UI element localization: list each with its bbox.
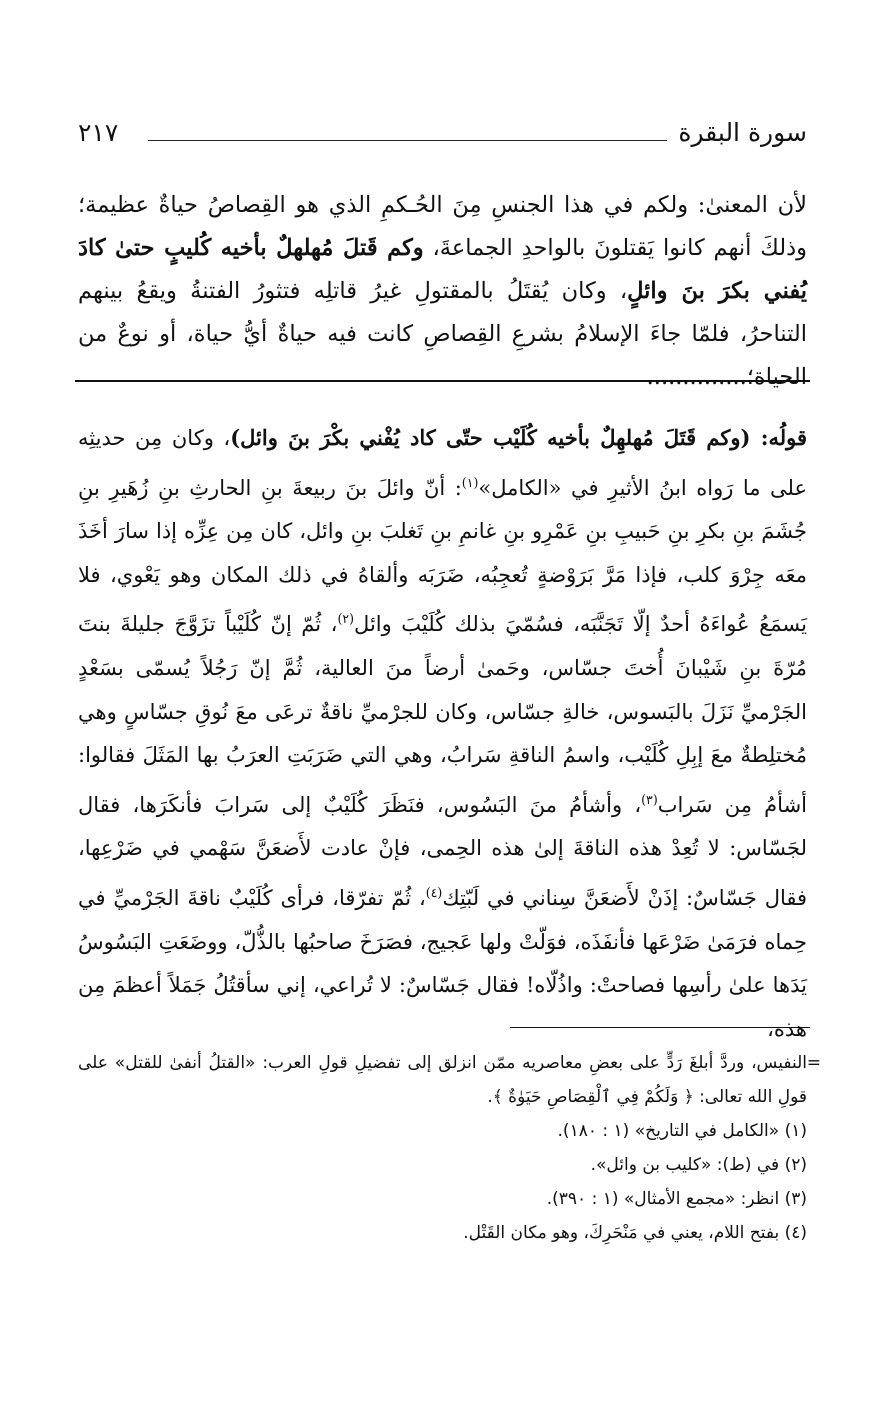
commentary-part-6: ، ثُمّ تفرّقا، فرأى كُلَيْبٌ ناقةَ الجَرْميِّ في حِماه فرَمَىٰ ضَرْعَها فأنفَذَه، فوَلّتْ ولها عَجيج، فصَرَخَ صاحبُها بالذُّلّ، ووضَعَتِ البَسُوسُ يَدَها علىٰ رأسِها فصاحتْ: واذُلّاه! فقال جَسّاسٌ: لا تُراعي، إني سأقتُلُ جَمَلاً أعظمَ مِن هذه، (78, 885, 807, 1041)
page-header (78, 118, 807, 158)
footnote-continuation (78, 1046, 821, 1114)
continuation-mark: = (806, 1053, 821, 1073)
footnotes-block (78, 1046, 821, 1250)
footnote-rule (510, 1027, 810, 1028)
page-number: ٢١٧ (78, 118, 119, 147)
footnote-item: (٣) انظر: «مجمع الأمثال» (١ : ٣٩٠). (546, 1189, 807, 1209)
commentary-part-3: : أنّ وائلَ بنَ ربيعةَ بنِ الحارثِ بنِ زُهَيرِ بنِ جُشَمَ بنِ بكرِ بنِ حَبيبِ بنِ عَمْرِو بنِ غانمِ بنِ تَغلبَ بنِ وائل، كان مِن عِزِّه إذا سارَ أخَذَ معَه جِرْوَ كلب، فإذا مَرَّ بَرَوْضةٍ تُعجِبُه، ضَرَبَه وألقاهُ في ذلك المكان وهو يَعْوي، فلا يَسمَعُ عُواءَهُ أحدٌ إلّا تَجَنَّبَه، فسُمّيَ بذلك كُلَيْبَ وائل (78, 475, 807, 637)
footnote-ref-1: (١) (461, 474, 479, 490)
footnote-ref-2: (٢) (337, 611, 355, 627)
commentary-quote: قولُه: (وكم قَتَلَ مُهلهِلٌ بأخيه كُلَيْب حتّى كاد يُفْني بكْرَ بنَ وائل) (230, 425, 807, 450)
commentary-part-5: ، وأشأمُ منَ البَسُوس، فنَظَرَ كُلَيْبٌ إلى سَرابَ فأنكَرَها، فقال لجَسّاس: لا تُعِدْ هذه الناقةَ إلىٰ هذه الحِمى، فإنْ عادت لأَضعَنَّ سَهْمي في ضَرْعِها، فقال جَسّاسٌ: إذَنْ لأَضعَنَّ سِناني في لَبّتِك (78, 792, 808, 910)
surah-title: سورة البقرة (678, 118, 807, 147)
footnote-item: (١) «الكامل في التاريخ» (١ : ١٨٠). (557, 1121, 807, 1141)
main-text-block (78, 184, 807, 399)
main-text-part-3: ، وكان يُقتَلُ بالمقتولِ غيرُ قاتلِه فتثورُ الفتنةُ ويقعُ بينهم التناحرُ، فلمّا جاءَ الإسلامُ بشرعِ القِصاصِ كانت فيه حياةٌ أيُّ حياة، أو نوعٌ من الحياة؛.............. (78, 278, 807, 390)
commentary-paragraph (78, 416, 807, 1051)
continuation-text: النفيس، وردَّ أبلغَ رَدٍّ على بعضِ معاصريه ممّن انزلق إلى تفضيلِ قولِ العرب: «القتلُ أنفىٰ للقتل» على قولِ الله تعالى: ﴿ وَلَكُمْ فِي ٱلْقِصَاصِ حَيَوٰةٌ ﴾. (78, 1053, 807, 1107)
main-paragraph (78, 184, 807, 399)
commentary-part-2: ، وكان مِن حديثِه على ما رَواه ابنُ الأثيرِ في «الكامل» (78, 426, 807, 500)
footnote-ref-4: (٤) (425, 884, 443, 900)
commentary-block (78, 416, 807, 1051)
main-text-part-1: لأن المعنىٰ: ولكم في هذا الجنسِ مِنَ الحُـكمِ الذي هو القِصاصُ حياةٌ عظيمة؛ وذلكَ أنهم كانوا يَقتلونَ بالواحدِ الجماعةَ، (78, 192, 807, 261)
section-divider (75, 380, 810, 382)
main-text-bold: وكم قَتلَ مُهلهلٌ بأخيه كُليبٍ حتىٰ كادَ يُفني بكرَ بنَ وائلٍ (78, 235, 807, 304)
footnote-item: (٢) في (ط): «كليب بن وائل». (590, 1155, 807, 1175)
footnote-ref-3: (٣) (641, 791, 658, 807)
commentary-part-4: ، ثُمّ إنّ كُلَيْباً تزَوَّجَ جليلةَ بنتَ مُرّةَ بنِ شَيْبانَ أُختَ جسّاس، وحَمىٰ أرضاً منَ العالية، ثُمَّ إنّ رَجُلاً يُسمّى بسَعْدٍ الجَرْميِّ نَزَلَ بالبَسوس، خالةِ جسّاس، وكان للجرْميِّ ناقةٌ ترعَى معَ نُوقِ جسّاسٍ وهي مُختلِطةٌ معَ إبِلِ كُلَيْب، واسمُ الناقةِ سَرابُ، وهي التي ضَرَبَتِ العرَبُ بها المَثَلَ فقالوا: أشأمُ مِن سَراب (78, 612, 808, 817)
footnote-item: (٤) بفتح اللام، يعني في مَنْحَرِكَ، وهو مكان القَتْل. (463, 1223, 807, 1243)
header-rule (148, 140, 667, 141)
